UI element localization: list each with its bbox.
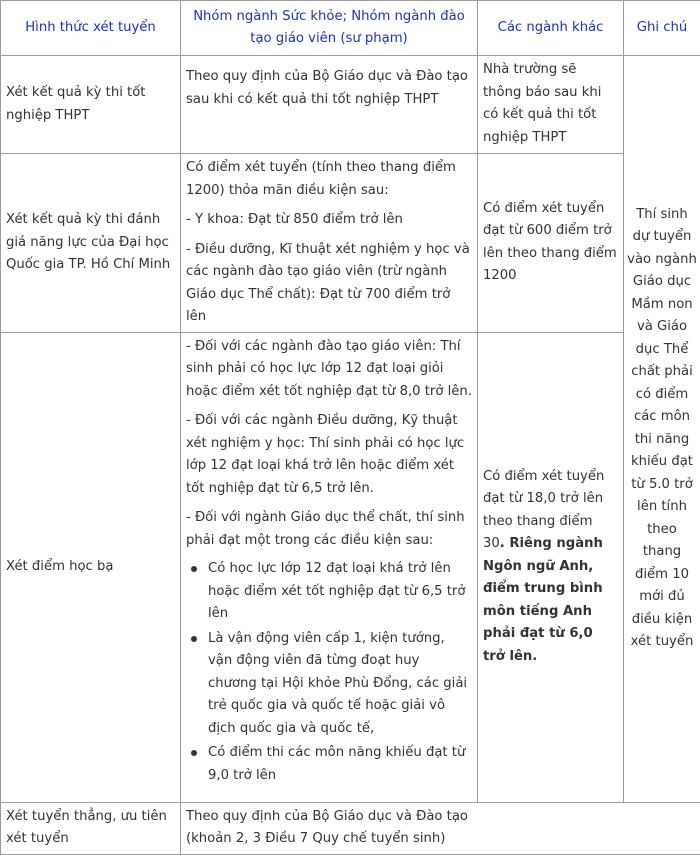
header-other-majors: Các ngành khác: [478, 1, 624, 56]
other-thpt: Nhà trường sẽ thông báo sau khi có kết quả thi tốt nghiệp THPT: [478, 56, 624, 154]
method-hoc-ba: Xét điểm học bạ: [1, 332, 181, 802]
health-hoc-ba-line: - Đối với ngành Giáo dục thể chất, thí sinh phải đạt một trong các điều kiện sau:: [186, 507, 472, 552]
header-note: Ghi chú: [624, 1, 700, 56]
health-dgnl: [181, 154, 478, 333]
health-dgnl-line: Có điểm xét tuyển (tính theo thang điểm 1200) thỏa mãn điều kiện sau:: [186, 157, 472, 202]
list-item: Là vận động viên cấp 1, kiện tướng, vận động viên đã từng đoạt huy chương tại Hội khỏe Phù Đổng, các giải trẻ quốc gia và quốc tế hoặc giải vô địch quốc gia và quốc tế,: [208, 628, 472, 741]
health-thpt-text: Theo quy định của Bộ Giáo dục và Đào tạo sau khi có kết quả thi tốt nghiệp THPT: [186, 66, 472, 111]
other-hoc-ba: [478, 332, 624, 802]
other-dgnl: Có điểm xét tuyển đạt từ 600 điểm trở lên theo thang điểm 1200: [478, 154, 624, 333]
method-thpt: Xét kết quả kỳ thi tốt nghiệp THPT: [1, 56, 181, 154]
header-health-teacher: Nhóm ngành Sức khỏe; Nhóm ngành đào tạo giáo viên (sư phạm): [181, 1, 478, 56]
list-item: Có học lực lớp 12 đạt loại khá trở lên hoặc điểm xét tốt nghiệp đạt từ 6,5 trở lên: [208, 558, 472, 626]
header-row: [1, 1, 700, 56]
other-hoc-ba-text: Có điểm xét tuyển đạt từ 18,0 trở lên theo thang điểm 30: [483, 469, 604, 552]
health-hoc-ba-line: - Đối với các ngành đào tạo giáo viên: Thí sinh phải có học lực lớp 12 đạt loại giỏi hoặc điểm xét tốt nghiệp đạt từ 8,0 trở lên.: [186, 336, 472, 404]
bullet-icon: [191, 566, 197, 572]
health-dgnl-line: - Điều dưỡng, Kĩ thuật xét nghiệm y học và các ngành đào tạo giáo viên (trừ ngành Giáo dục Thể chất): Đạt từ 700 điểm trở lên: [186, 239, 472, 329]
method-tuyen-thang: Xét tuyển thẳng, ưu tiên xét tuyển: [1, 802, 181, 854]
health-thpt: [181, 56, 478, 154]
row-tuyen-thang: [1, 802, 700, 854]
health-hoc-ba: [181, 332, 478, 802]
note-cell: Thí sinh dự tuyển vào ngành Giáo dục Mầm non và Giáo dục Thể chất phải có điểm các môn thi năng khiếu đạt từ 5.0 trở lên tính theo thang điểm 10 mới đủ điều kiện xét tuyển: [624, 56, 700, 803]
bullet-icon: [191, 636, 197, 642]
row-dgnl: [1, 154, 700, 333]
health-dgnl-line: - Y khoa: Đạt từ 850 điểm trở lên: [186, 209, 472, 232]
method-dgnl: Xét kết quả kỳ thi đánh giá năng lực của Đại học Quốc gia TP. Hồ Chí Minh: [1, 154, 181, 333]
other-hoc-ba-bold: . Riêng ngành Ngôn ngữ Anh, điểm trung bình môn tiếng Anh phải đạt từ 6,0 trở lên.: [483, 536, 603, 664]
pe-condition-list: [186, 558, 472, 787]
header-method: Hình thức xét tuyển: [1, 1, 181, 56]
list-item: Có điểm thi các môn năng khiếu đạt từ 9,0 trở lên: [208, 742, 472, 787]
bullet-icon: [191, 750, 197, 756]
row-hoc-ba: [1, 332, 700, 802]
tuyen-thang-rule: Theo quy định của Bộ Giáo dục và Đào tạo (khoản 2, 3 Điều 7 Quy chế tuyển sinh): [181, 802, 700, 854]
health-hoc-ba-line: - Đối với các ngành Điều dưỡng, Kỹ thuật xét nghiệm y học: Thí sinh phải có học lực lớp 12 đạt loại khá trở lên hoặc điểm xét tốt nghiệp đạt từ 6,5 trở lên.: [186, 410, 472, 500]
row-thpt: [1, 56, 700, 154]
